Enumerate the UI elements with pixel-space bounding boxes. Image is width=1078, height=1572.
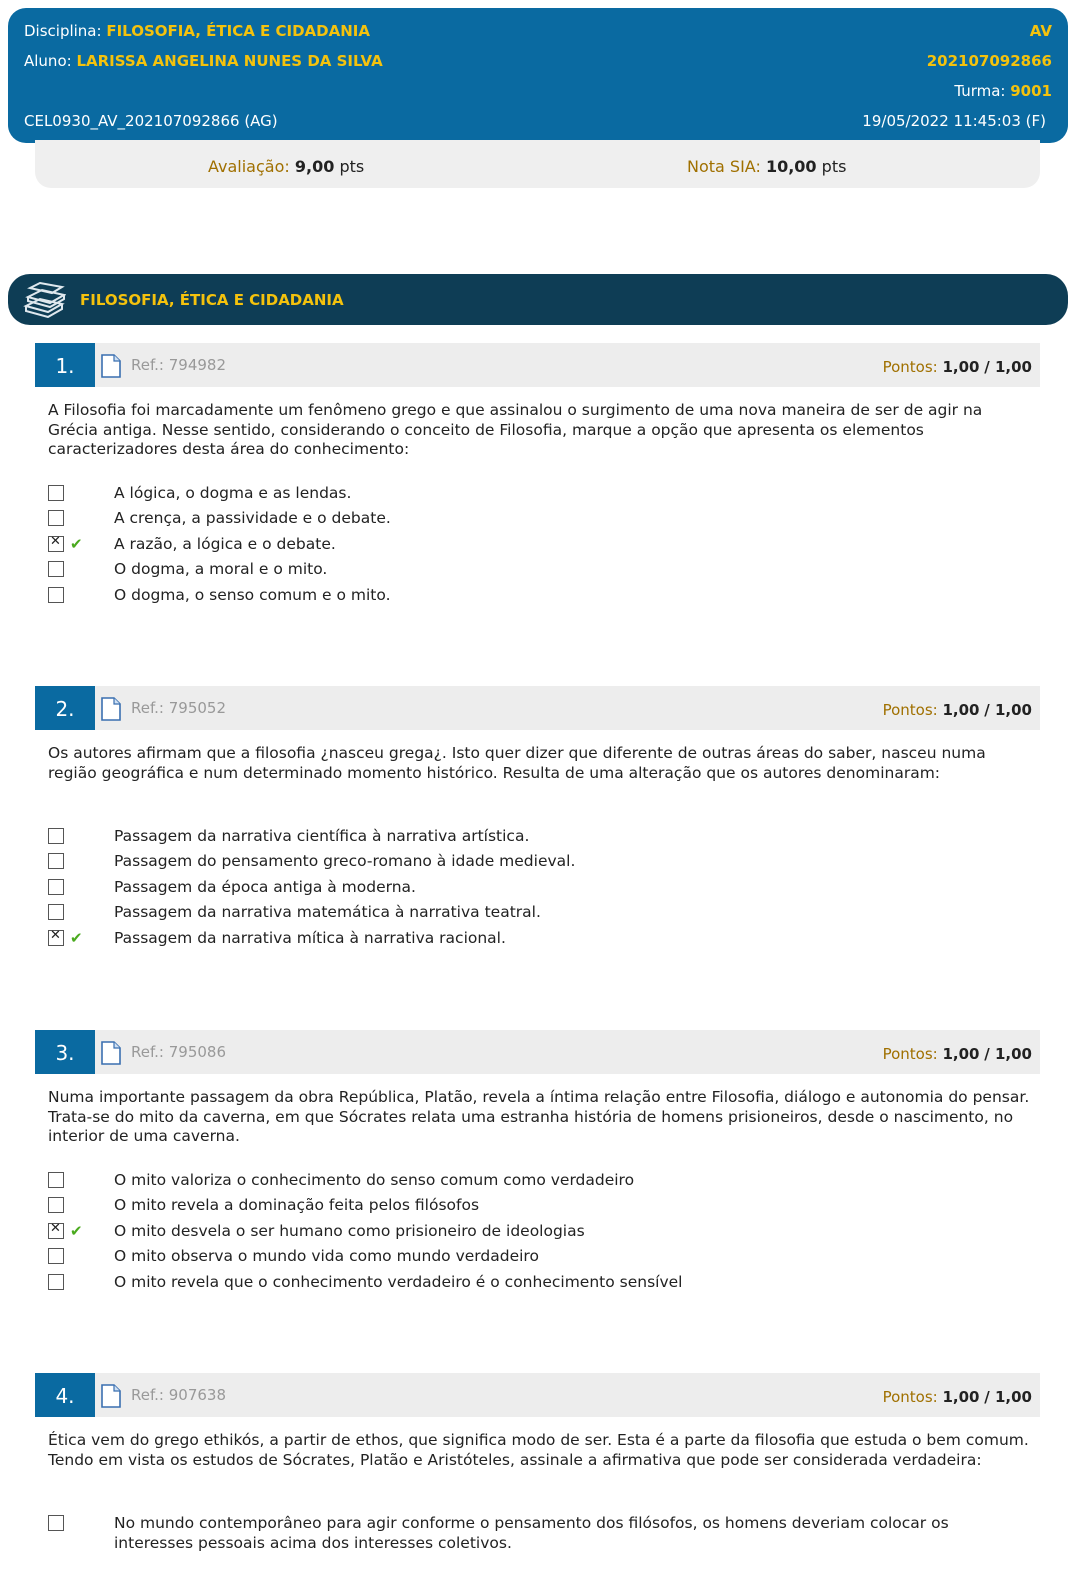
correct-check-icon: ✔ [70, 1222, 83, 1240]
correct-check-icon: ✔ [70, 535, 83, 553]
document-icon[interactable] [101, 354, 121, 378]
question-3 [35, 1030, 1040, 1291]
option-checkbox[interactable] [48, 1515, 64, 1531]
exam-datetime: 19/05/2022 11:45:03 (F) [862, 112, 1046, 130]
option-checkbox[interactable] [48, 587, 64, 603]
document-icon[interactable] [101, 697, 121, 721]
question-header [35, 343, 1040, 387]
question-points [883, 358, 1032, 376]
option-checkbox[interactable] [48, 1172, 64, 1188]
aluno-label: Aluno: [24, 52, 72, 70]
disciplina-row [24, 22, 1052, 40]
option-text: No mundo contemporâneo para agir conforme o pensamento dos filósofos, os homens deveriam colocar os interesses pessoais acima dos interesses coletivos. [114, 1514, 949, 1552]
option-checkbox[interactable] [48, 1248, 64, 1264]
points-label: Pontos: [882, 1388, 938, 1406]
option-text: A crença, a passividade e o debate. [114, 509, 391, 527]
score-bar [35, 140, 1040, 188]
question-number: 3. [35, 1030, 95, 1074]
turma-value: 9001 [1010, 82, 1052, 100]
option-checkbox-checked[interactable] [48, 930, 64, 946]
question-points [883, 701, 1032, 719]
option[interactable] [48, 828, 1033, 850]
question-ref: Ref.: 794982 [131, 356, 227, 374]
question-number: 2. [35, 686, 95, 730]
aluno-value: LARISSA ANGELINA NUNES DA SILVA [76, 52, 383, 70]
option[interactable] [48, 1274, 1033, 1296]
points-total: / 1,00 [984, 701, 1032, 719]
option-text: O mito revela que o conhecimento verdadeiro é o conhecimento sensível [114, 1273, 683, 1291]
matricula-value: 202107092866 [926, 52, 1052, 70]
section-header [8, 274, 1068, 325]
option-checkbox[interactable] [48, 510, 64, 526]
aluno-row [24, 52, 1052, 70]
option-checkbox[interactable] [48, 904, 64, 920]
option-text: O mito observa o mundo vida como mundo verdadeiro [114, 1247, 539, 1265]
option-text: O mito valoriza o conhecimento do senso comum como verdadeiro [114, 1171, 635, 1189]
points-label: Pontos: [882, 701, 938, 719]
option[interactable] [48, 587, 1033, 609]
question-text: Ética vem do grego ethikós, a partir de ethos, que significa modo de ser. Esta é a parte da filosofia que estuda o bem comum. Tendo em vista os estudos de Sócrates, Platão e Aristóteles, assinale a afirmativa que pode ser considerada verdadeira: [48, 1431, 1029, 1469]
points-label: Pontos: [882, 1045, 938, 1063]
avaliacao-unit: pts [339, 157, 365, 176]
nota-sia-value: 10,00 [765, 157, 817, 176]
option-checkbox[interactable] [48, 1274, 64, 1290]
correct-check-icon: ✔ [70, 929, 83, 947]
disciplina-label: Disciplina: [24, 22, 102, 40]
question-text: A Filosofia foi marcadamente um fenômeno grego e que assinalou o surgimento de uma nova maneira de ser de agir na Grécia antiga. Nesse sentido, considerando o conceito de Filosofia, marque a opção que apresenta os elementos caracterizadores desta área do conhecimento: [48, 401, 983, 458]
option-text: O mito desvela o ser humano como prisioneiro de ideologias [114, 1222, 585, 1240]
question-header [35, 686, 1040, 730]
question-1 [35, 343, 1040, 604]
avaliacao-label: Avaliação: [208, 157, 290, 176]
avaliacao-score [208, 157, 364, 176]
option-text: O dogma, a moral e o mito. [114, 560, 328, 578]
option-text: A razão, a lógica e o debate. [114, 535, 336, 553]
option-text: Passagem da época antiga à moderna. [114, 878, 416, 896]
option[interactable] [48, 879, 1033, 901]
option[interactable] [48, 1223, 1033, 1245]
option[interactable] [48, 536, 1033, 558]
option-text: A lógica, o dogma e as lendas. [114, 484, 352, 502]
option[interactable] [48, 930, 1033, 952]
nota-sia-label: Nota SIA: [687, 157, 761, 176]
disciplina-value: FILOSOFIA, ÉTICA E CIDADANIA [106, 22, 370, 40]
turma-row [954, 82, 1052, 100]
section-title: FILOSOFIA, ÉTICA E CIDADANIA [80, 291, 344, 309]
option-text: O mito revela a dominação feita pelos filósofos [114, 1196, 480, 1214]
option-text: Passagem da narrativa científica à narrativa artística. [114, 827, 530, 845]
option-checkbox-checked[interactable] [48, 536, 64, 552]
question-ref: Ref.: 795086 [131, 1043, 227, 1061]
av-label: AV [1029, 22, 1052, 40]
nota-sia-score [687, 157, 846, 176]
question-4 [35, 1373, 1040, 1552]
option-text: Passagem da narrativa matemática à narrativa teatral. [114, 903, 541, 921]
points-value: 1,00 [942, 1045, 980, 1063]
question-header [35, 1373, 1040, 1417]
points-total: / 1,00 [984, 358, 1032, 376]
question-points [883, 1388, 1032, 1406]
points-total: / 1,00 [984, 1045, 1032, 1063]
points-label: Pontos: [882, 358, 938, 376]
option[interactable] [48, 1248, 1033, 1270]
points-value: 1,00 [942, 358, 980, 376]
question-ref: Ref.: 907638 [131, 1386, 227, 1404]
option-checkbox[interactable] [48, 879, 64, 895]
option[interactable] [48, 561, 1033, 583]
option[interactable] [48, 904, 1033, 926]
option[interactable] [48, 1197, 1033, 1219]
option[interactable] [48, 1172, 1033, 1194]
points-value: 1,00 [942, 1388, 980, 1406]
question-number: 1. [35, 343, 95, 387]
avaliacao-value: 9,00 [294, 157, 335, 176]
books-icon [22, 282, 66, 318]
option-text: Passagem do pensamento greco-romano à idade medieval. [114, 852, 576, 870]
option[interactable] [48, 485, 1033, 507]
option-text: O dogma, o senso comum e o mito. [114, 586, 391, 604]
question-text: Numa importante passagem da obra República, Platão, revela a íntima relação entre Filosofia, diálogo e autonomia do pensar. Trata-se do mito da caverna, em que Sócrates relata uma estranha história de homens prisioneiros, desde o nascimento, no interior de uma caverna. [48, 1088, 1030, 1145]
option-checkbox[interactable] [48, 1197, 64, 1213]
points-total: / 1,00 [984, 1388, 1032, 1406]
option-checkbox[interactable] [48, 828, 64, 844]
question-number: 4. [35, 1373, 95, 1417]
question-2 [35, 686, 1040, 947]
option[interactable] [48, 853, 1033, 875]
option-checkbox-checked[interactable] [48, 1223, 64, 1239]
exam-header [8, 8, 1068, 143]
document-icon[interactable] [101, 1041, 121, 1065]
option-checkbox[interactable] [48, 485, 64, 501]
question-points [883, 1045, 1032, 1063]
turma-label: Turma: [954, 82, 1006, 100]
question-ref: Ref.: 795052 [131, 699, 227, 717]
points-value: 1,00 [942, 701, 980, 719]
question-header [35, 1030, 1040, 1074]
option-text: Passagem da narrativa mítica à narrativa racional. [114, 929, 506, 947]
option-checkbox[interactable] [48, 561, 64, 577]
document-icon[interactable] [101, 1384, 121, 1408]
option[interactable] [48, 1515, 1033, 1557]
question-text: Os autores afirmam que a filosofia ¿nasceu grega¿. Isto quer dizer que diferente de outras áreas do saber, nasceu numa região geográfica e num determinado momento histórico. Resulta de uma alteração que os autores denominaram: [48, 744, 986, 782]
exam-code: CEL0930_AV_202107092866 (AG) [24, 112, 278, 130]
option-checkbox[interactable] [48, 853, 64, 869]
option[interactable] [48, 510, 1033, 532]
nota-sia-unit: pts [821, 157, 847, 176]
